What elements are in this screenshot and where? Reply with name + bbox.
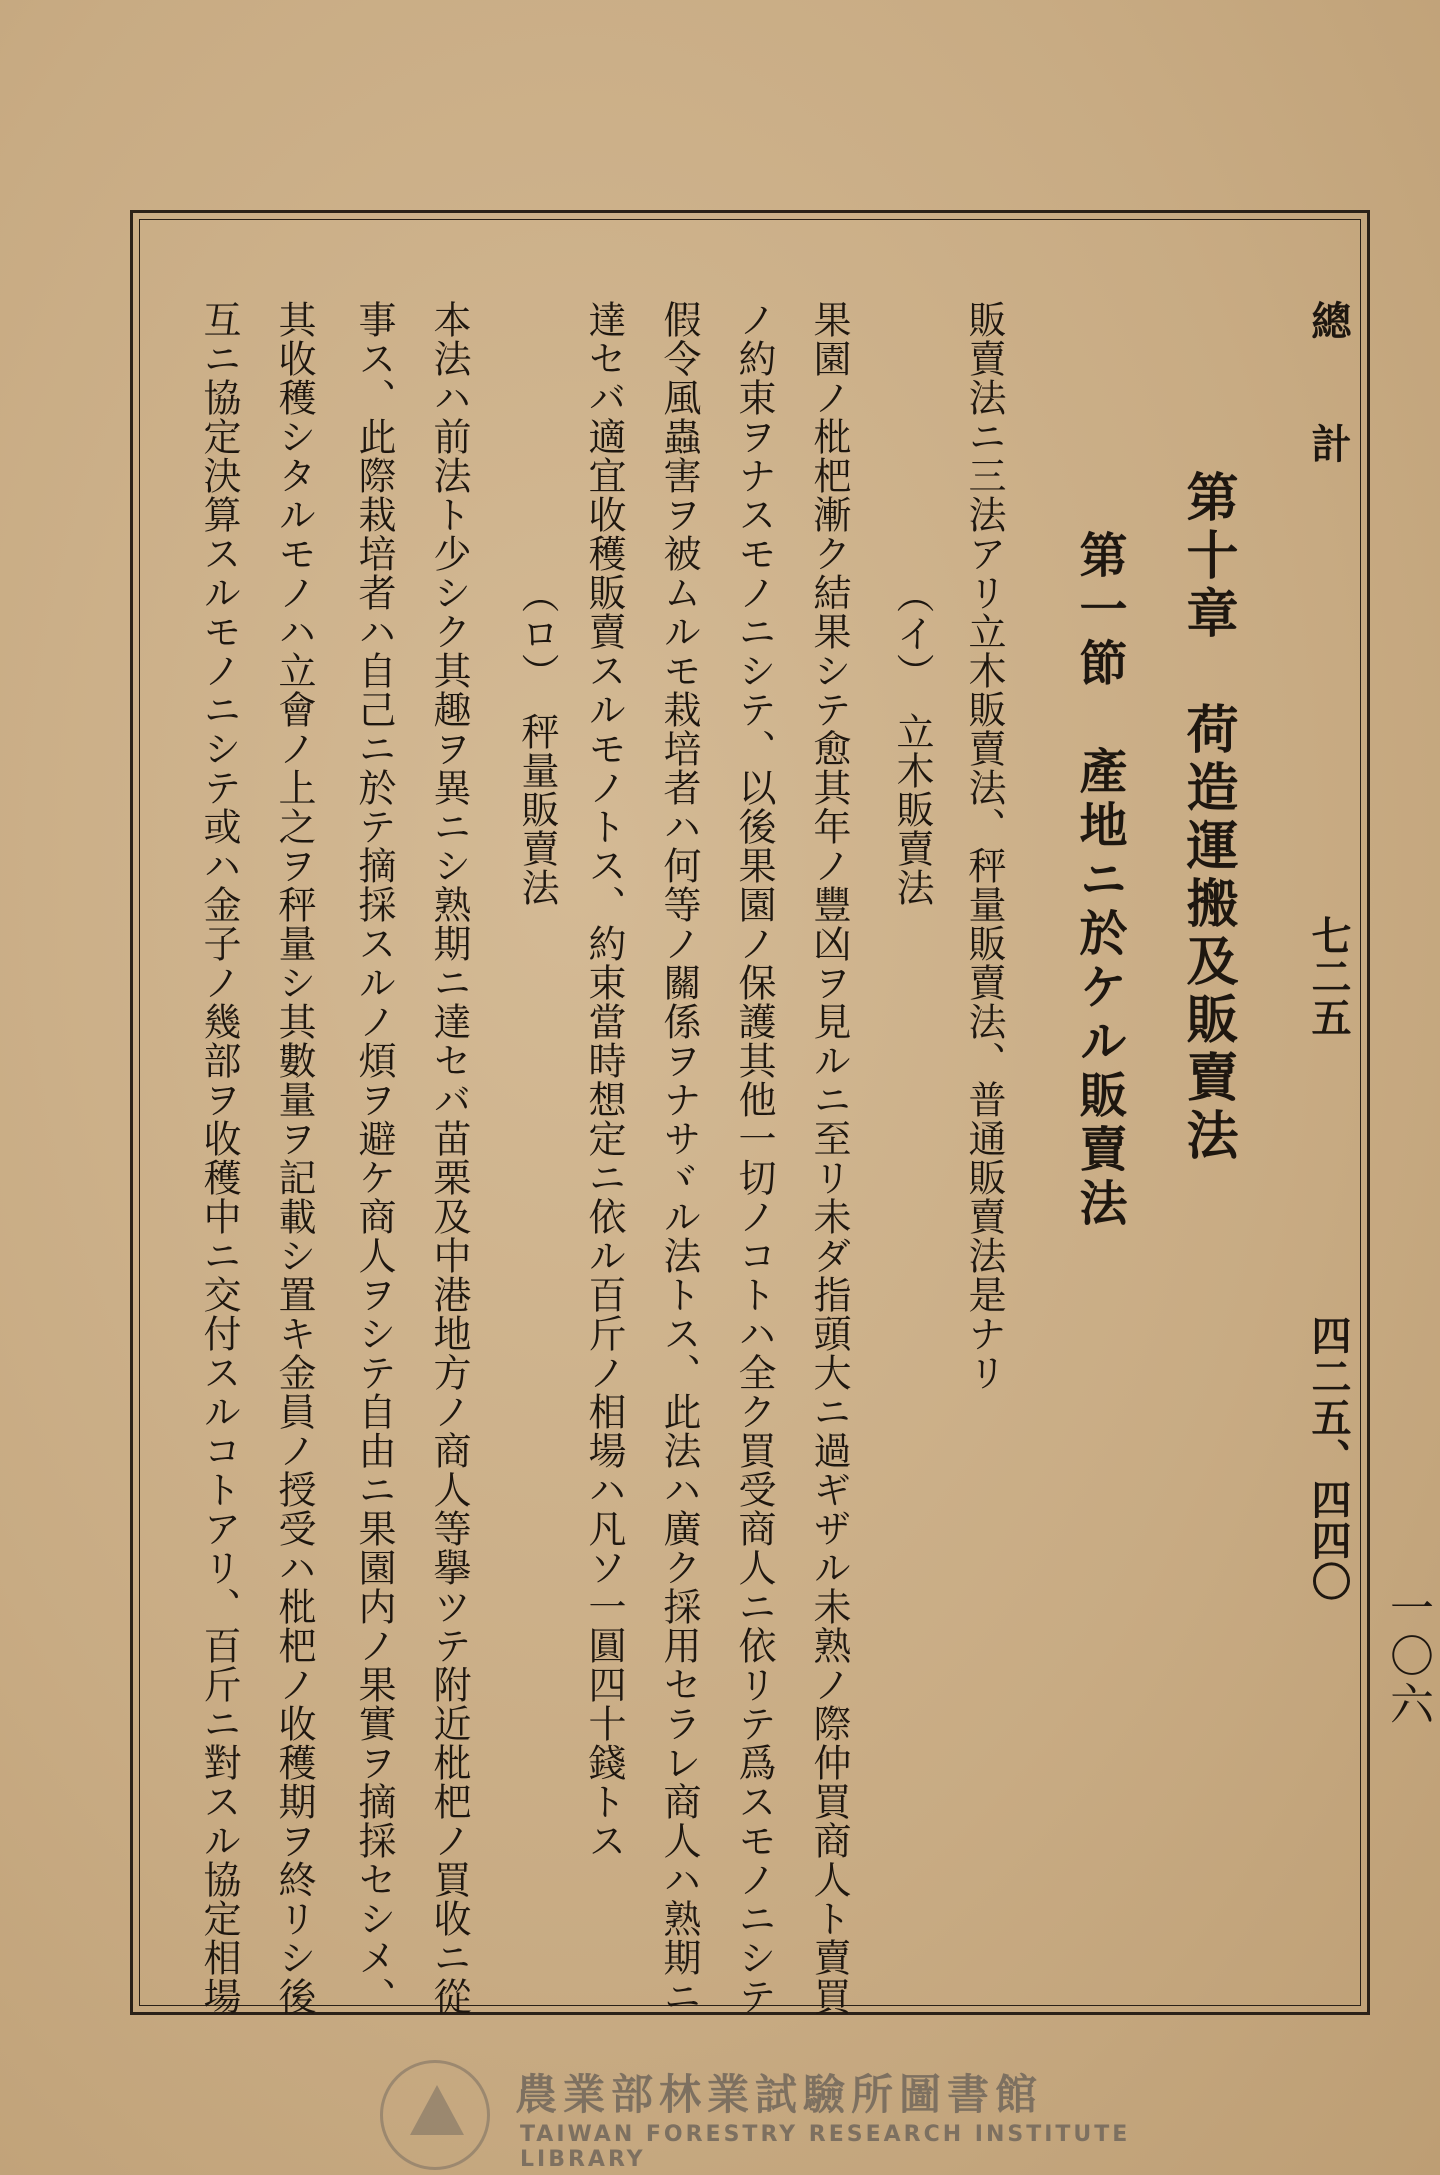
page-number: 一〇六 [1382,1585,1433,1729]
subheading-i: （イ） 立木販賣法 [890,575,934,907]
chapter-title: 第十章 荷造運搬及販賣法 [1177,470,1238,1166]
para2-line-1: 本法ハ前法ト少シク其趣ヲ異ニシ熟期ニ達セバ苗栗及中港地方ノ商人等擧ツテ附近枇杷ノ買收ニ從 [427,300,471,2016]
para2-line-4: 互ニ協定決算スルモノニシテ或ハ金子ノ幾部ヲ收穫中ニ交付スルコトアリ、百斤ニ對スル協定相場 [197,300,241,2016]
para1-line-4: 達セバ適宜收穫販賣スルモノトス、約束當時想定ニ依ル百斤ノ相場ハ凡ソ一圓四十錢トス [582,300,626,1860]
library-watermark [380,2060,1140,2172]
para2-line-2: 事ス、此際栽培者ハ自己ニ於テ摘採スルノ煩ヲ避ケ商人ヲシテ自由ニ果園内ノ果實ヲ摘採セシメ、 [352,300,396,2016]
para1-line-2: ノ約束ヲナスモノニシテ、以後果園ノ保護其他一切ノコトハ全ク買受商人ニ依リテ爲スモノニシテ [732,300,776,2016]
para1-line-3: 假令風蟲害ヲ被ムルモ栽培者ハ何等ノ關係ヲナサヾル法トス、此法ハ廣ク採用セラレ商人ハ熟期ニ [657,300,701,2016]
subheading-ro: （ロ） 秤量販賣法 [515,575,559,907]
section-title: 第一節 產地ニ於ケル販賣法 [1071,530,1127,1232]
para2-line-3: 其收穫シタルモノハ立會ノ上之ヲ秤量シ其數量ヲ記載シ置キ金員ノ授受ハ枇杷ノ收穫期ヲ終リシ後 [272,300,316,2016]
library-name-chinese: 農業部林業試驗所圖書館 [515,2070,1044,2119]
intro-line: 販賣法ニ三法アリ立木販賣法、秤量販賣法、普通販賣法是ナリ [962,300,1006,1392]
library-seal-icon [380,2060,490,2170]
header-total-label: 總 計 [1305,300,1352,464]
library-name-english: TAIWAN FORESTRY RESEARCH INSTITUTE LIBRARY [520,2122,1131,2172]
header-number-1: 七二五 [1305,915,1352,1038]
header-number-2: 四二五、四四〇 [1305,1315,1352,1602]
para1-line-1: 果園ノ枇杷漸ク結果シテ愈其年ノ豐凶ヲ見ルニ至リ未ダ指頭大ニ過ギザル未熟ノ際仲買商人ト賣買 [807,300,851,2016]
